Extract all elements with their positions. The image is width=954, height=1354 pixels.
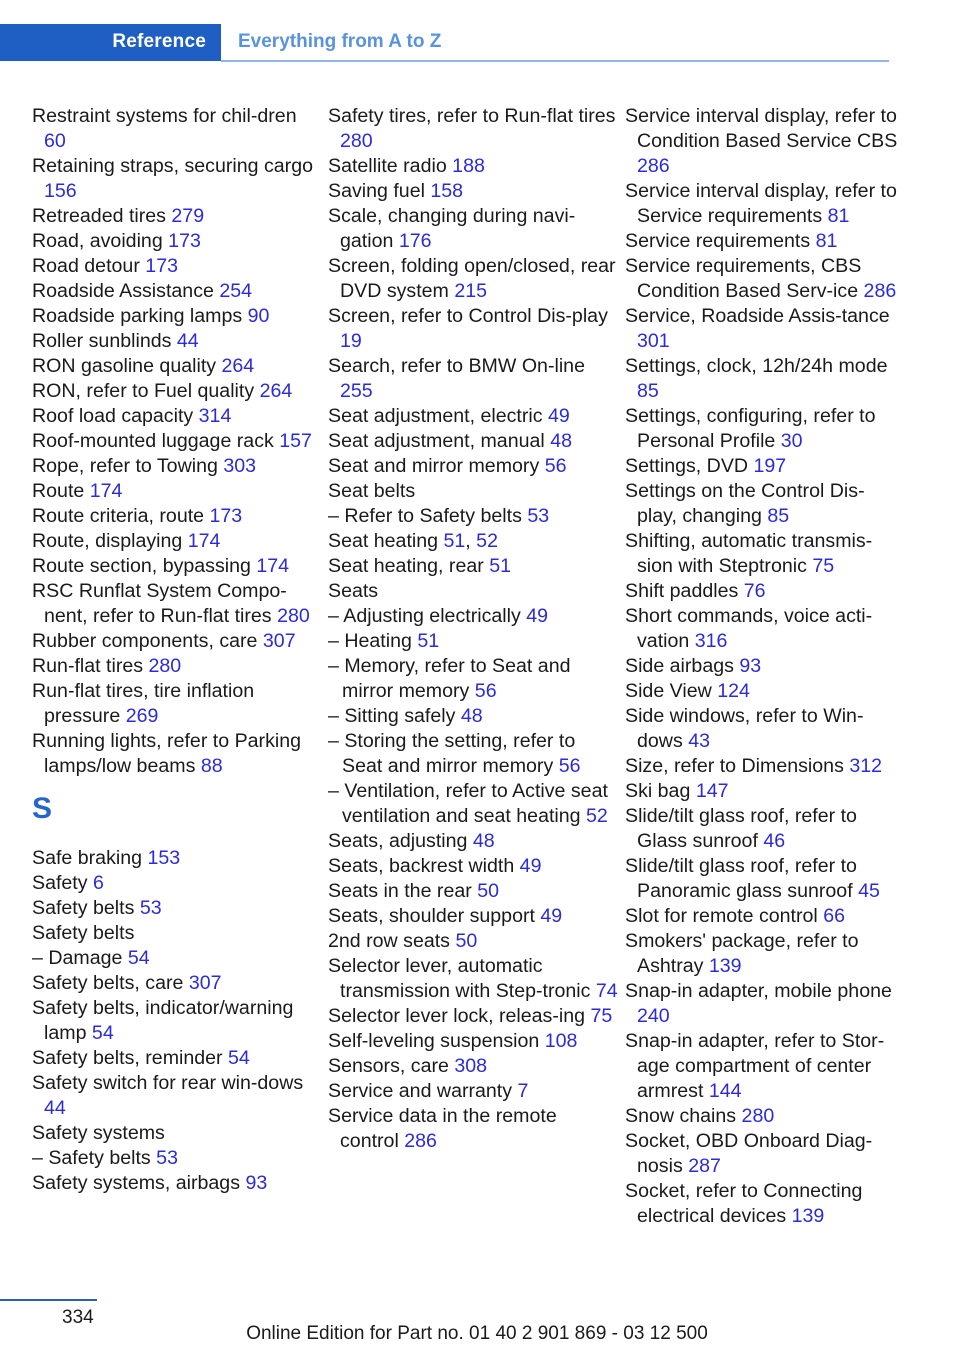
index-entry [328,929,618,954]
page-link[interactable]: 269 [125,705,159,727]
page-link[interactable]: 153 [147,847,181,869]
entry-term: Settings, DVD [625,455,754,477]
page-link[interactable]: 75 [590,1005,613,1027]
index-entry [625,1104,900,1129]
index-entry [328,1104,618,1154]
page-link[interactable]: 307 [262,630,296,652]
page-link[interactable]: 48 [472,830,495,852]
index-entry [625,479,900,529]
index-entry [32,329,322,354]
entry-term: Snap-in adapter, mobile phone [625,980,892,1002]
index-entry [328,854,618,879]
index-entry [32,104,322,154]
entry-term: Safety systems [32,1122,165,1144]
index-entry [32,846,322,871]
index-entry [32,279,322,304]
index-entry [328,179,618,204]
page-link[interactable]: 316 [694,630,728,652]
index-entry [625,654,900,679]
entry-term: – Heating [328,630,418,652]
page-link[interactable]: 7 [517,1080,529,1102]
index-column-2 [328,104,618,1154]
page-link[interactable]: 176 [398,230,432,252]
page-link[interactable]: 60 [44,130,66,152]
page-link[interactable]: 85 [637,380,659,402]
page-link[interactable]: 6 [93,872,104,894]
index-entry [328,454,618,479]
page-link[interactable]: 280 [148,655,182,677]
entry-term: – Ventilation, refer to Active seat ventilation and seat heating [328,780,608,827]
index-subentry [328,504,618,529]
entry-term: Settings, configuring, refer to Personal Profile [625,405,876,452]
index-entry [328,429,618,454]
entry-term: Search, refer to BMW On-line [328,355,585,377]
entry-term: Service requirements, CBS Condition Based Serv-ice [625,255,864,302]
index-entry [32,1046,322,1071]
index-entry [625,1029,900,1104]
entry-term: Safe braking [32,847,148,869]
page-link[interactable]: 51 [489,555,512,577]
index-subentry [328,704,618,729]
index-entry [32,871,322,896]
entry-term: Roof-mounted luggage rack [32,430,280,452]
page-link[interactable]: 76 [743,580,766,602]
index-entry [32,304,322,329]
page-link[interactable]: 174 [89,480,123,502]
entry-term: Roadside parking lamps [32,305,248,327]
page-link[interactable]: 158 [430,180,464,202]
entry-term: Seat adjustment, electric [328,405,548,427]
index-subentry [328,629,618,654]
page-link[interactable]: 46 [763,830,786,852]
entry-term: Safety [32,872,93,894]
entry-term: Route, displaying [32,530,188,552]
entry-term: Service and warranty [328,1080,518,1102]
index-subentry [328,779,618,829]
page-link[interactable]: 280 [340,130,373,152]
page-link[interactable]: 173 [168,230,201,252]
index-entry [32,429,322,454]
index-entry [328,829,618,854]
entry-term: – Refer to Safety belts [328,505,528,527]
entry-term: Seat adjustment, manual [328,430,551,452]
entry-term: Scale, changing during navi-gation [328,205,576,252]
entry-term: Road detour [32,255,146,277]
index-entry [32,629,322,654]
index-entry [625,929,900,979]
entry-term: Selector lever lock, releas-ing [328,1005,591,1027]
index-entry [625,579,900,604]
page-link[interactable]: 81 [815,230,838,252]
page-link[interactable]: 56 [544,455,567,477]
page-link[interactable]: 215 [454,280,488,302]
index-entry [32,354,322,379]
index-entry [625,229,900,254]
index-entry [625,454,900,479]
page-link[interactable]: 44 [176,330,199,352]
entry-term: Rubber components, care [32,630,263,652]
entry-term: Seats [328,580,379,602]
entry-term: RON, refer to Fuel quality [32,380,260,402]
index-entry [625,754,900,779]
entry-term: RSC Runflat System Compo-nent, refer to Run-flat tires [32,580,287,627]
page-link[interactable]: 108 [544,1030,578,1052]
entry-term: Route section, bypassing [32,555,257,577]
index-entry [328,204,618,254]
page-link[interactable]: 48 [550,430,572,452]
index-subentry [32,1146,322,1171]
entry-term: Seats, backrest width [328,855,520,877]
letter-heading: S [32,792,53,825]
index-entry [625,679,900,704]
index-entry [625,904,900,929]
entry-term: Safety belts [32,922,135,944]
page-link[interactable]: 74 [595,980,618,1002]
page-link[interactable]: 54 [228,1047,250,1069]
entry-term: Route criteria, route [32,505,210,527]
index-entry [32,679,322,729]
entry-term: Safety systems, airbags [32,1172,246,1194]
index-entry [328,1004,618,1029]
entry-term: Snow chains [625,1105,742,1127]
index-entry [32,254,322,279]
index-entry [32,1071,322,1121]
index-entry [32,554,322,579]
page-link[interactable]: 54 [127,947,150,969]
index-entry [328,904,618,929]
page-link[interactable]: 56 [558,755,581,777]
index-entry [625,704,900,754]
entry-term: Safety switch for rear win-dows [32,1072,304,1094]
page-link[interactable]: 280 [277,605,310,627]
page-link[interactable]: 53 [527,505,550,527]
page-link[interactable]: 49 [526,605,549,627]
entry-term: Settings, clock, 12h/24h mode [625,355,888,377]
entry-term: Side windows, refer to Win-dows [625,705,864,752]
page-link[interactable]: 52 [476,530,498,552]
page-link[interactable]: 286 [863,280,897,302]
page-link[interactable]: 75 [812,555,835,577]
page-link[interactable]: 50 [455,930,478,952]
index-entry [625,179,900,229]
index-entry [328,404,618,429]
index-entry [32,654,322,679]
page-link[interactable]: 197 [753,455,787,477]
entry-term: Route [32,480,90,502]
index-entry [32,479,322,504]
page-link[interactable]: 49 [540,905,563,927]
entry-term: Safety belts, reminder [32,1047,229,1069]
index-entry [32,229,322,254]
page-link[interactable]: 255 [340,380,373,402]
entry-term: Self-leveling suspension [328,1030,545,1052]
page-link[interactable]: 51 [417,630,440,652]
index-entry [328,304,618,354]
page-link[interactable]: 52 [586,805,608,827]
index-entry [328,354,618,404]
entry-term: – Sitting safely [328,705,461,727]
page-link[interactable]: 88 [200,755,223,777]
index-entry [32,1121,322,1146]
page-link[interactable]: 157 [279,430,312,452]
index-entry [625,529,900,579]
index-entry [625,604,900,654]
page-separator: , [465,530,477,552]
entry-term: Roller sunblinds [32,330,177,352]
index-entry [625,404,900,454]
page-link[interactable]: 56 [474,680,497,702]
chapter-subtitle: Everything from A to Z [238,31,442,52]
index-column-1 [32,104,322,1196]
index-entry [32,996,322,1046]
index-entry [625,104,900,179]
index-entry [32,921,322,946]
entry-term: Settings on the Control Dis-play, changing [625,480,865,527]
entry-term: Size, refer to Dimensions [625,755,850,777]
index-entry [32,1171,322,1196]
page-link[interactable]: 312 [849,755,883,777]
page-link[interactable]: 43 [688,730,710,752]
entry-term: Safety tires, refer to Run-flat tires [328,105,616,127]
entry-term: Service interval display, refer to Service requirements [625,180,897,227]
page-link[interactable]: 254 [219,280,253,302]
index-entry [625,354,900,404]
page-link[interactable]: 44 [44,1097,66,1119]
entry-term: Road, avoiding [32,230,169,252]
page-link[interactable]: 147 [695,780,729,802]
entry-term: Service, Roadside Assis-tance [625,305,890,327]
index-column-3 [625,104,900,1229]
index-entry [625,304,900,354]
page-link[interactable]: 48 [460,705,483,727]
page-link[interactable]: 124 [717,680,750,702]
page-link[interactable]: 50 [477,880,500,902]
index-subentry [328,729,618,779]
entry-term: Smokers' package, refer to Ashtray [625,930,859,977]
index-entry [328,1079,618,1104]
index-entry [328,254,618,304]
page-link[interactable]: 139 [708,955,742,977]
index-entry [625,979,900,1029]
entry-term: Slide/tilt glass roof, refer to Glass sunroof [625,805,857,852]
page-link[interactable]: 287 [688,1155,721,1177]
page-link[interactable]: 286 [637,155,670,177]
entry-term: Socket, refer to Connecting electrical devices [625,1180,863,1227]
entry-term: Running lights, refer to Parking lamps/low beams [32,730,302,777]
entry-term: Satellite radio [328,155,453,177]
page-link[interactable]: 45 [858,880,880,902]
page-link[interactable]: 307 [188,972,222,994]
entry-term: Ski bag [625,780,696,802]
page-link[interactable]: 85 [767,505,790,527]
entry-term: Service interval display, refer to Condition Based Service CBS [625,105,898,152]
index-entry [32,404,322,429]
index-entry [625,779,900,804]
entry-term: Sensors, care [328,1055,455,1077]
page-link[interactable]: 301 [637,330,670,352]
entry-term: Retaining straps, securing cargo [32,155,313,177]
page-link[interactable]: 188 [452,155,485,177]
index-entry [328,1029,618,1054]
page-link[interactable]: 144 [708,1080,742,1102]
header-divider [221,60,889,62]
entry-term: – Damage [32,947,128,969]
page-link[interactable]: 93 [739,655,762,677]
index-entry [328,479,618,504]
page-link[interactable]: 174 [256,555,290,577]
section-tab [0,24,221,61]
entry-term: Service requirements [625,230,816,252]
index-entry [32,896,322,921]
index-entry [32,204,322,229]
entry-term: Shift paddles [625,580,744,602]
index-entry [625,804,900,854]
index-entry [328,554,618,579]
index-entry [328,579,618,604]
entry-term: Seats in the rear [328,880,478,902]
page-link[interactable]: 90 [247,305,270,327]
entry-term: – Memory, refer to Seat and mirror memory [328,655,571,702]
entry-term: – Adjusting electrically [328,605,527,627]
index-entry [625,1129,900,1179]
page-link[interactable]: 51 [443,530,466,552]
entry-term: Seats, shoulder support [328,905,541,927]
entry-term: Service data in the remote control [328,1105,557,1152]
page-link[interactable]: 54 [91,1022,114,1044]
entry-term: Slide/tilt glass roof, refer to Panoramic glass sunroof [625,855,859,902]
page-number: 334 [62,1307,94,1328]
entry-term: Seat and mirror memory [328,455,545,477]
entry-term: 2nd row seats [328,930,456,952]
index-entry [32,529,322,554]
page-link[interactable]: 240 [637,1005,670,1027]
edition-note: Online Edition for Part no. 01 40 2 901 869 - 03 12 500 [246,1323,708,1344]
page-link[interactable]: 279 [171,205,205,227]
page-link[interactable]: 280 [741,1105,775,1127]
entry-term: Short commands, voice acti-vation [625,605,873,652]
entry-term: RON gasoline quality [32,355,222,377]
index-subentry [328,604,618,629]
page-link[interactable]: 30 [780,430,803,452]
entry-term: Run-flat tires, tire inflation pressure [32,680,255,727]
entry-term: Snap-in adapter, refer to Stor-age compartment of center armrest [625,1030,885,1102]
page-link[interactable]: 156 [44,180,77,202]
page-link[interactable]: 174 [187,530,221,552]
entry-term: Seats, adjusting [328,830,473,852]
entry-term: Socket, OBD Onboard Diag-nosis [625,1130,873,1177]
page-link[interactable]: 53 [139,897,162,919]
page-link[interactable]: 308 [454,1055,488,1077]
index-entry [32,579,322,629]
index-entry [32,729,322,779]
page-link[interactable]: 49 [519,855,542,877]
entry-term: Run-flat tires [32,655,149,677]
entry-term: Roof load capacity [32,405,199,427]
entry-term: Side airbags [625,655,740,677]
page-link[interactable]: 66 [823,905,845,927]
index-entry [32,454,322,479]
entry-term: Seat heating, rear [328,555,490,577]
index-entry [328,1054,618,1079]
page-link[interactable]: 173 [209,505,243,527]
entry-term: Slot for remote control [625,905,824,927]
entry-term: Screen, refer to Control Dis-play [328,305,608,327]
entry-term: Safety belts, indicator/warning lamp [32,997,294,1044]
index-entry [328,154,618,179]
index-entry [328,954,618,1004]
page-link[interactable]: 264 [221,355,255,377]
index-entry [328,529,618,554]
page-link[interactable]: 53 [156,1147,178,1169]
page-link[interactable]: 93 [245,1172,268,1194]
index-entry [32,504,322,529]
index-entry [625,854,900,904]
index-subentry [32,946,322,971]
page-link[interactable]: 173 [145,255,178,277]
page-link[interactable]: 286 [404,1130,437,1152]
entry-term: Shifting, automatic transmis-sion with Steptronic [625,530,873,577]
entry-term: Retreaded tires [32,205,172,227]
index-entry [32,379,322,404]
page-link[interactable]: 49 [548,405,570,427]
index-entry [328,104,618,154]
page-link[interactable]: 264 [259,380,293,402]
entry-term: Seat heating [328,530,444,552]
entry-term: – Safety belts [32,1147,157,1169]
index-entry [625,254,900,304]
page-link[interactable]: 19 [340,330,362,352]
footer-divider [0,1299,97,1301]
entry-term: Restraint systems for chil-dren [32,105,297,127]
section-title: Reference [112,31,206,52]
index-entry [32,971,322,996]
index-entry [32,154,322,204]
page-link[interactable]: 314 [198,405,232,427]
entry-term: Roadside Assistance [32,280,220,302]
page-link[interactable]: 81 [827,205,850,227]
page-link[interactable]: 139 [791,1205,825,1227]
entry-term: Screen, folding open/closed, rear DVD system [328,255,616,302]
entry-term: Seat belts [328,480,416,502]
index-subentry [328,654,618,704]
entry-term: – Storing the setting, refer to Seat and mirror memory [328,730,576,777]
entry-term: Side View [625,680,718,702]
entry-term: Saving fuel [328,180,431,202]
entry-term: Safety belts [32,897,140,919]
index-entry [625,1179,900,1229]
page-link[interactable]: 303 [223,455,257,477]
entry-term: Safety belts, care [32,972,189,994]
entry-term: Selector lever, automatic transmission with Step-tronic [328,955,596,1002]
index-entry [328,879,618,904]
entry-term: Rope, refer to Towing [32,455,224,477]
